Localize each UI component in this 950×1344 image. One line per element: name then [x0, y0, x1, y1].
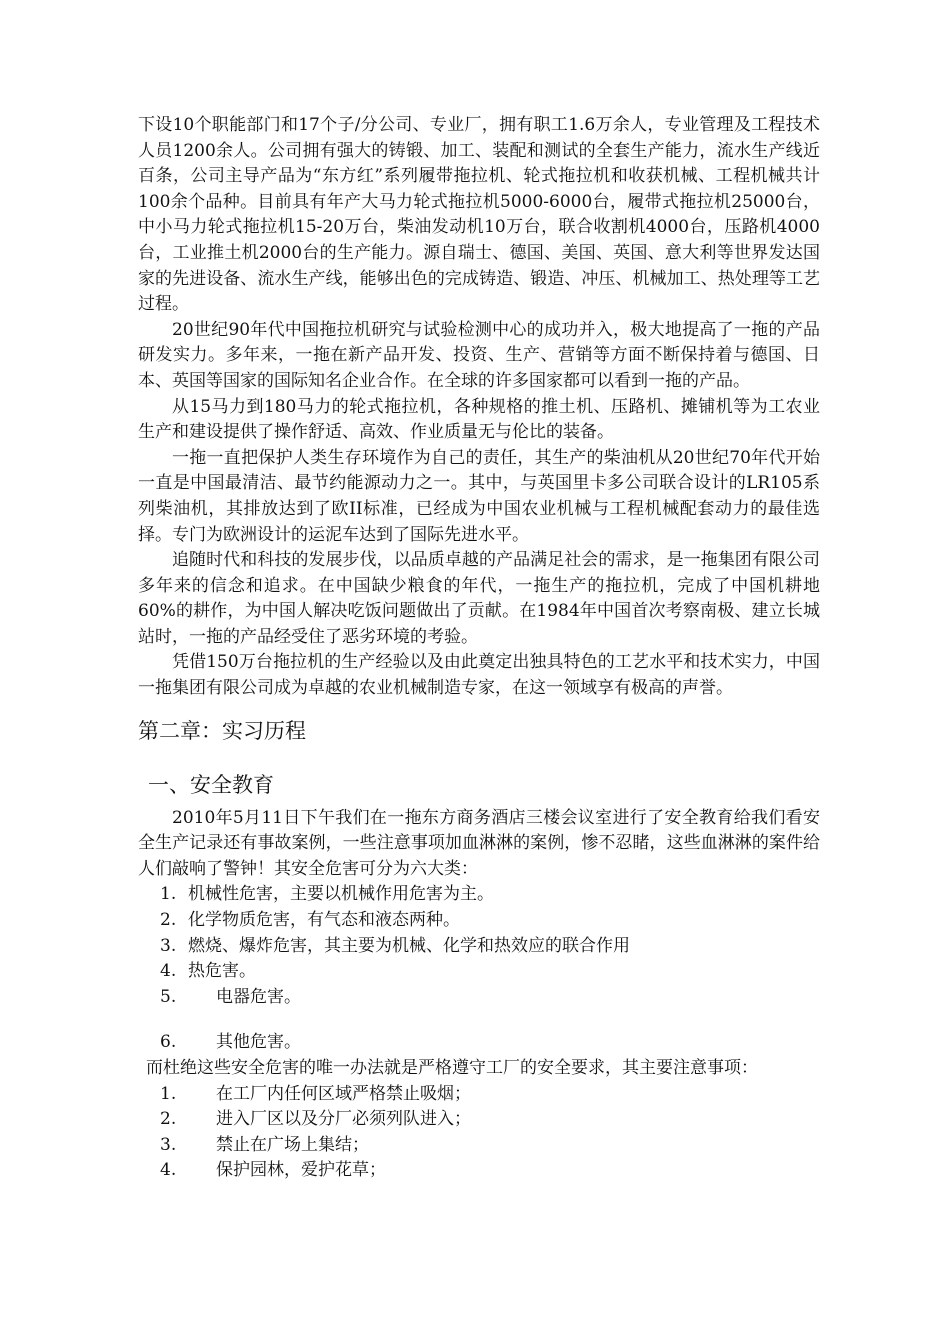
list-item-text: 禁止在广场上集结； [216, 1134, 369, 1155]
list-number: 6. [160, 1032, 177, 1053]
list-number: 2. [160, 910, 177, 931]
body-paragraph: 20世纪90年代中国拖拉机研究与试验检测中心的成功并入，极大地提高了一拖的产品研发实力。多年来，一拖在新产品开发、投资、生产、营销等方面不断保持着与德国、日本、英国等国家的国际知名企业合作。在全球的许多国家都可以看到一拖的产品。 [138, 319, 820, 391]
list-number: 4. [160, 1160, 177, 1181]
list-item-text: 保护园林，爱护花草； [216, 1160, 386, 1181]
document-page [138, 113, 820, 1184]
body-paragraph: 下设10个职能部门和17个子/分公司、专业厂，拥有职工1.6万余人，专业管理及工程技术人员1200余人。公司拥有强大的铸锻、加工、装配和测试的全套生产能力，流水生产线近百条，公司主导产品为“东方红”系列履带拖拉机、轮式拖拉机和收获机械、工程机械共计100余个品种。目前具有年产大马力轮式拖拉机5000-6000台，履带式拖拉机25000台，中小马力轮式拖拉机15-20万台，柴油发动机10万台，联合收割机4000台，压路机4000台，工业推土机2000台的生产能力。源自瑞士、德国、美国、英国、意大利等世界发达国家的先进设备、流水生产线，能够出色的完成铸造、锻造、冲压、机械加工、热处理等工艺过程。 [138, 115, 820, 315]
list-item [138, 882, 820, 908]
list-item [138, 985, 820, 1011]
body-paragraph: 从15马力到180马力的轮式拖拉机，各种规格的推土机、压路机、摊铺机等为工农业生产和建设提供了操作舒适、高效、作业质量无与伦比的装备。 [138, 396, 820, 443]
list-item [138, 1133, 820, 1159]
list-number: 4. [160, 961, 177, 982]
list-item [138, 1082, 820, 1108]
list-number: 3. [160, 935, 177, 956]
list-item [138, 959, 820, 985]
rules-intro: 而杜绝这些安全危害的唯一办法就是严格遵守工厂的安全要求，其主要注意事项： [146, 1058, 758, 1078]
list-item [138, 908, 820, 934]
list-item [138, 1107, 820, 1133]
list-number: 2. [160, 1109, 177, 1130]
list-item-text: 进入厂区以及分厂必须列队进入； [216, 1109, 471, 1130]
chapter-title: 第二章：实习历程 [138, 718, 306, 743]
list-number: 3. [160, 1134, 177, 1155]
section-intro: 2010年5月11日下午我们在一拖东方商务酒店三楼会议室进行了安全教育给我们看安全生产记录还有事故案例，一些注意事项加血淋淋的案例，惨不忍睹，这些血淋淋的案件给人们敲响了警钟！其安全危害可分为六大类： [138, 807, 820, 879]
list-item-text: 燃烧、爆炸危害，其主要为机械、化学和热效应的联合作用 [188, 935, 630, 956]
list-item [138, 1158, 820, 1184]
list-item [138, 1030, 820, 1056]
list-item-text: 电器危害。 [216, 986, 301, 1007]
list-item-text: 化学物质危害，有气态和液态两种。 [188, 910, 460, 931]
section-title: 一、安全教育 [148, 772, 274, 797]
list-item-text: 机械性危害，主要以机械作用危害为主。 [188, 884, 494, 905]
hazard-list [138, 882, 820, 1056]
list-item-text: 热危害。 [188, 961, 256, 982]
list-number: 1. [160, 884, 177, 905]
body-paragraph: 追随时代和科技的发展步伐，以品质卓越的产品满足社会的需求，是一拖集团有限公司多年来的信念和追求。在中国缺少粮食的年代，一拖生产的拖拉机，完成了中国机耕地60%的耕作，为中国人解决吃饭问题做出了贡献。在1984年中国首次考察南极、建立长城站时，一拖的产品经受住了恶劣环境的考验。 [138, 550, 820, 647]
list-number: 1. [160, 1083, 177, 1104]
rules-list [138, 1082, 820, 1184]
list-item [138, 934, 820, 960]
list-number: 5. [160, 986, 177, 1007]
list-item-text: 在工厂内任何区域严格禁止吸烟； [216, 1083, 471, 1104]
body-paragraph: 一拖一直把保护人类生存环境作为自己的责任，其生产的柴油机从20世纪70年代开始一直是中国最清洁、最节约能源动力之一。其中，与英国里卡多公司联合设计的LR105系列柴油机，其排放达到了欧II标准，已经成为中国农业机械与工程机械配套动力的最佳选择。专门为欧洲设计的运泥车达到了国际先进水平。 [138, 447, 820, 545]
body-paragraph: 凭借150万台拖拉机的生产经验以及由此奠定出独具特色的工艺水平和技术实力，中国一拖集团有限公司成为卓越的农业机械制造专家，在这一领域享有极高的声誉。 [138, 652, 820, 699]
list-item-text: 其他危害。 [216, 1032, 301, 1053]
